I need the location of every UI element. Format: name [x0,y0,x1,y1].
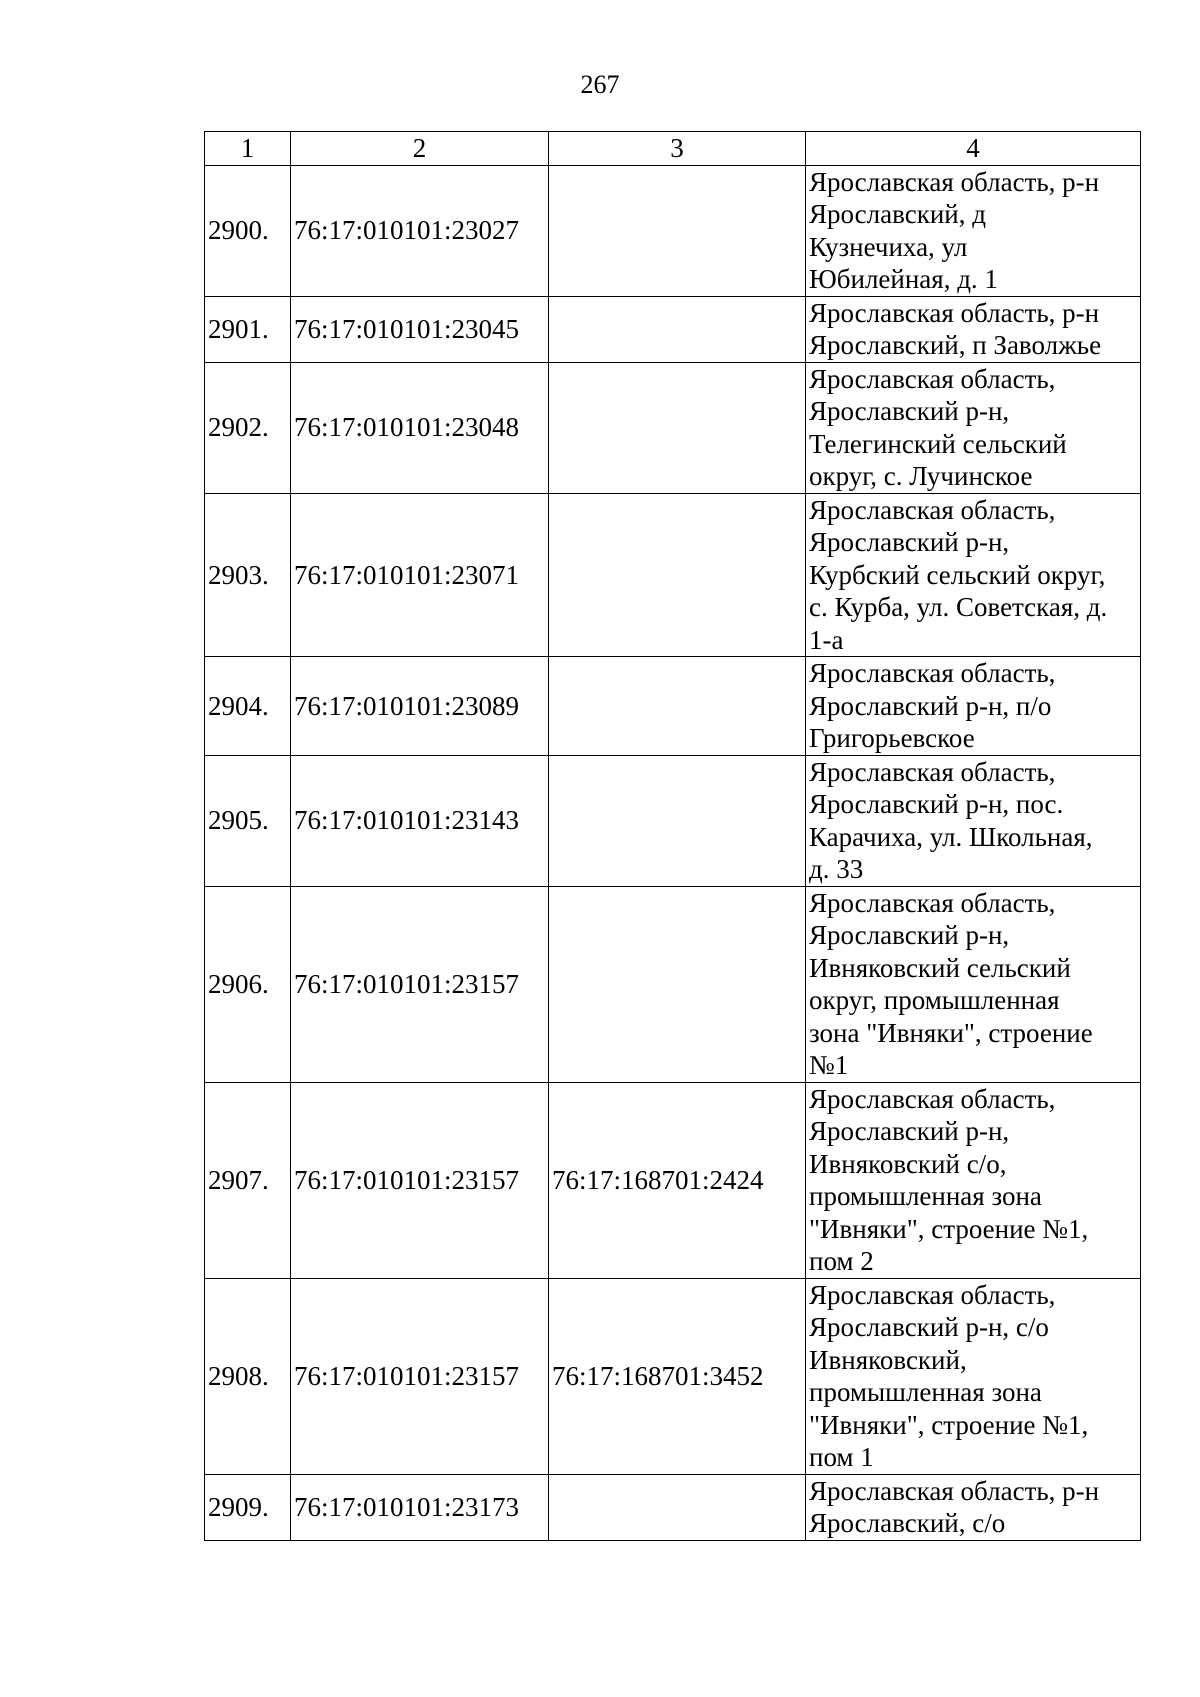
object-number-cell [549,755,806,886]
column-header-4: 4 [806,132,1141,166]
table-header-row [205,132,1141,166]
object-number-cell [549,165,806,296]
cadastral-number-cell: 76:17:010101:23089 [291,657,549,756]
cadastral-number-cell: 76:17:010101:23143 [291,755,549,886]
table-row [205,1278,1141,1474]
page-number: 267 [580,70,620,99]
address-cell: Ярославская область, р-н Ярославский, п Заволжье [806,296,1141,362]
table-row [205,362,1141,493]
table-row [205,1474,1141,1540]
table-row [205,493,1141,657]
row-number-cell: 2903. [205,493,291,657]
object-number-cell [549,657,806,756]
cadastral-number-cell: 76:17:010101:23071 [291,493,549,657]
cadastral-number-cell: 76:17:010101:23157 [291,1278,549,1474]
cadastral-number-cell: 76:17:010101:23157 [291,1082,549,1278]
object-number-cell: 76:17:168701:3452 [549,1278,806,1474]
table-row [205,296,1141,362]
cadastral-number-cell: 76:17:010101:23045 [291,296,549,362]
cadastral-number-cell: 76:17:010101:23157 [291,886,549,1082]
object-number-cell [549,1474,806,1540]
object-number-cell [549,296,806,362]
object-number-cell [549,886,806,1082]
row-number-cell: 2907. [205,1082,291,1278]
object-number-cell [549,493,806,657]
cadastral-number-cell: 76:17:010101:23027 [291,165,549,296]
address-cell: Ярославская область, р-н Ярославский, с/о [806,1474,1141,1540]
address-cell: Ярославская область, Ярославский р-н, Курбский сельский округ, с. Курба, ул. Советская, д. 1-а [806,493,1141,657]
address-cell: Ярославская область, р-н Ярославский, д Кузнечиха, ул Юбилейная, д. 1 [806,165,1141,296]
column-header-2: 2 [291,132,549,166]
registry-table [204,131,1141,1541]
address-cell: Ярославская область, Ярославский р-н, пос. Карачиха, ул. Школьная, д. 33 [806,755,1141,886]
object-number-cell [549,362,806,493]
table-row [205,1082,1141,1278]
row-number-cell: 2909. [205,1474,291,1540]
address-cell: Ярославская область, Ярославский р-н, с/о Ивняковский, промышленная зона "Ивняки", строение №1, пом 1 [806,1278,1141,1474]
row-number-cell: 2900. [205,165,291,296]
table-row [205,165,1141,296]
address-cell: Ярославская область, Ярославский р-н, Ивняковский сельский округ, промышленная зона "Ивняки", строение №1 [806,886,1141,1082]
column-header-1: 1 [205,132,291,166]
row-number-cell: 2905. [205,755,291,886]
cadastral-number-cell: 76:17:010101:23173 [291,1474,549,1540]
row-number-cell: 2904. [205,657,291,756]
row-number-cell: 2902. [205,362,291,493]
table-row [205,755,1141,886]
object-number-cell: 76:17:168701:2424 [549,1082,806,1278]
table-row [205,657,1141,756]
address-cell: Ярославская область, Ярославский р-н, Телегинский сельский округ, с. Лучинское [806,362,1141,493]
address-cell: Ярославская область, Ярославский р-н, Ивняковский с/о, промышленная зона "Ивняки", строение №1, пом 2 [806,1082,1141,1278]
cadastral-number-cell: 76:17:010101:23048 [291,362,549,493]
address-cell: Ярославская область, Ярославский р-н, п/о Григорьевское [806,657,1141,756]
row-number-cell: 2901. [205,296,291,362]
row-number-cell: 2908. [205,1278,291,1474]
column-header-3: 3 [549,132,806,166]
row-number-cell: 2906. [205,886,291,1082]
table-row [205,886,1141,1082]
